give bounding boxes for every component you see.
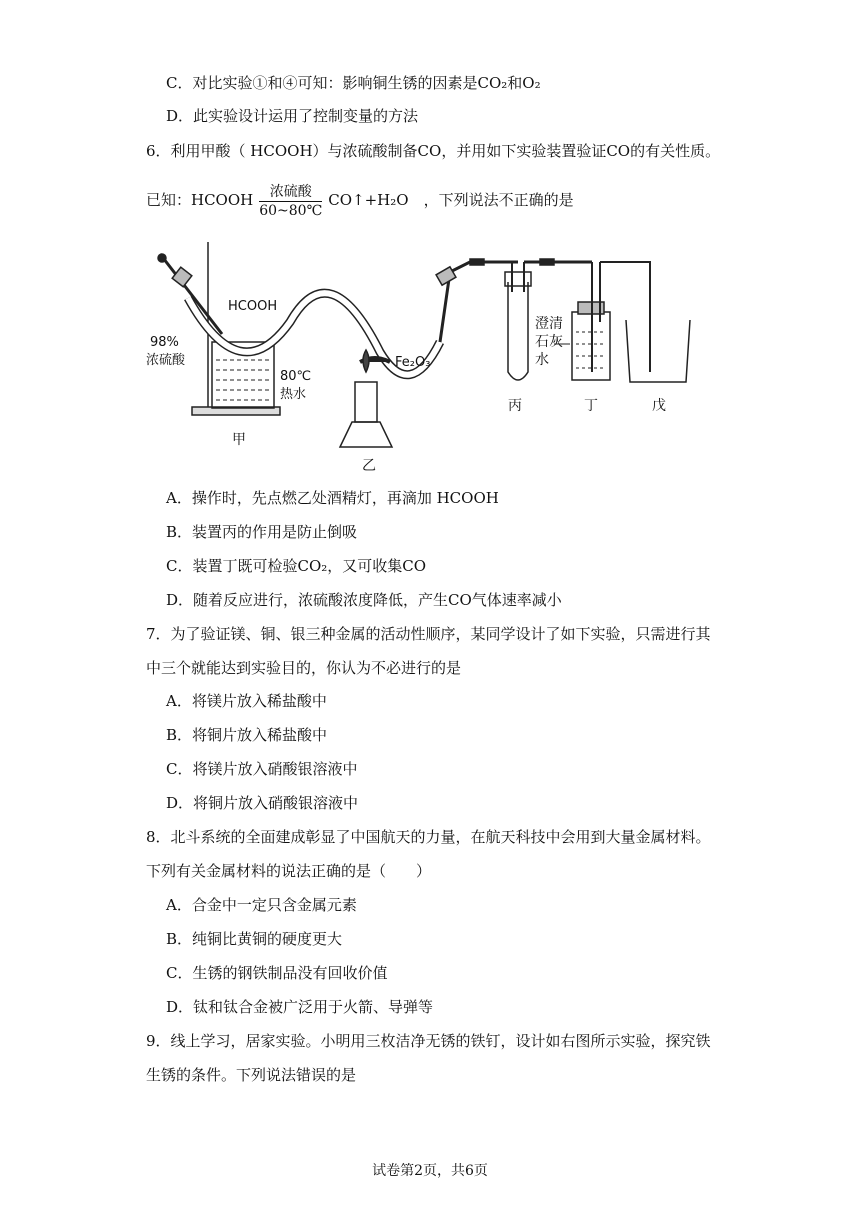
beaker-wu [626,320,690,382]
q8-option-d: D．钛和钛合金被广泛用于火箭、导弹等 [166,998,434,1016]
q8-option-c: C．生锈的钢铁制品没有回收价值 [166,964,388,982]
q5-option-c: C．对比实验①和④可知：影响铜生锈的因素是CO₂和O₂ [166,74,541,92]
q7-option-c: C．将镁片放入硝酸银溶液中 [166,760,358,778]
label-ding: 丁 [584,398,598,414]
dropping-funnel [160,254,222,334]
q5-option-d: D．此实验设计运用了控制变量的方法 [166,107,419,125]
flame-icon [363,350,369,372]
label-jia: 甲 [232,432,246,448]
q6-known-products: CO↑+H₂O [328,191,409,209]
q8-stem-line2: 下列有关金属材料的说法正确的是（ ） [146,862,432,880]
label-yi: 乙 [362,458,376,474]
reaction-condition [259,183,322,220]
test-tube-bing [508,282,528,380]
rubber-joint-1 [470,259,484,265]
q6-option-b: B．装置丙的作用是防止倒吸 [166,523,358,541]
label-limewater-1: 澄清 [535,316,563,332]
q7-option-b: B．将铜片放入稀盐酸中 [166,726,328,744]
label-acid-pct: 98% [150,335,179,350]
q6-option-d: D．随着反应进行，浓硫酸浓度降低，产生CO气体速率减小 [166,591,562,609]
stopper-bing [505,272,531,286]
page-footer: 试卷第2页，共6页 [372,1163,488,1179]
q8-option-b: B．纯铜比黄铜的硬度更大 [166,930,343,948]
q9-stem-line1: 9．线上学习，居家实验。小明用三枚洁净无锈的铁钉，设计如右图所示实验，探究铁 [146,1032,711,1050]
q8-option-a: A．合金中一定只含金属元素 [166,896,357,914]
q6-known-prefix: 已知：HCOOH [146,191,254,209]
label-limewater-3: 水 [535,352,549,368]
q7-option-a: A．将镁片放入稀盐酸中 [166,692,327,710]
q6-option-c: C．装置丁既可检验CO₂，又可收集CO [166,557,427,575]
label-water: 热水 [280,387,307,402]
tube-to-wu [600,262,650,372]
label-fe2o3: Fe₂O₃ [395,355,431,370]
label-bing: 丙 [508,398,522,414]
stopper-jia [172,267,192,287]
q6-option-a: A．操作时，先点燃乙处酒精灯，再滴加 HCOOH [166,489,499,507]
label-limewater-2: 石灰 [535,334,563,350]
condition-bottom: 60~80℃ [259,202,323,219]
q8-stem-line1: 8．北斗系统的全面建成彰显了中国航天的力量，在航天科技中会用到大量金属材料。 [146,828,711,846]
lamp-neck [355,382,377,422]
label-hcooh: HCOOH [228,299,278,314]
label-temp: 80℃ [280,369,312,384]
q6-known-equation [146,180,574,220]
rubber-joint-2 [540,259,554,265]
funnel-bulb [158,254,166,262]
q7-stem-line1: 7．为了验证镁、铜、银三种金属的活动性顺序，某同学设计了如下实验，只需进行其 [146,625,711,643]
condition-top: 浓硫酸 [259,183,322,202]
label-wu: 戊 [652,398,666,414]
q9-stem-line2: 生锈的条件。下列说法错误的是 [146,1066,357,1084]
q7-option-d: D．将铜片放入硝酸银溶液中 [166,794,359,812]
experiment-apparatus-diagram [140,232,700,478]
q7-stem-line2: 中三个就能达到实验目的，你认为不必进行的是 [146,659,462,677]
alcohol-lamp [340,422,392,447]
q6-stem: 6．利用甲酸（ HCOOH）与浓硫酸制备CO，并用如下实验装置验证CO的有关性质。 [146,142,721,160]
q6-known-suffix: ，下列说法不正确的是 [423,191,574,209]
label-acid: 浓硫酸 [146,353,186,368]
